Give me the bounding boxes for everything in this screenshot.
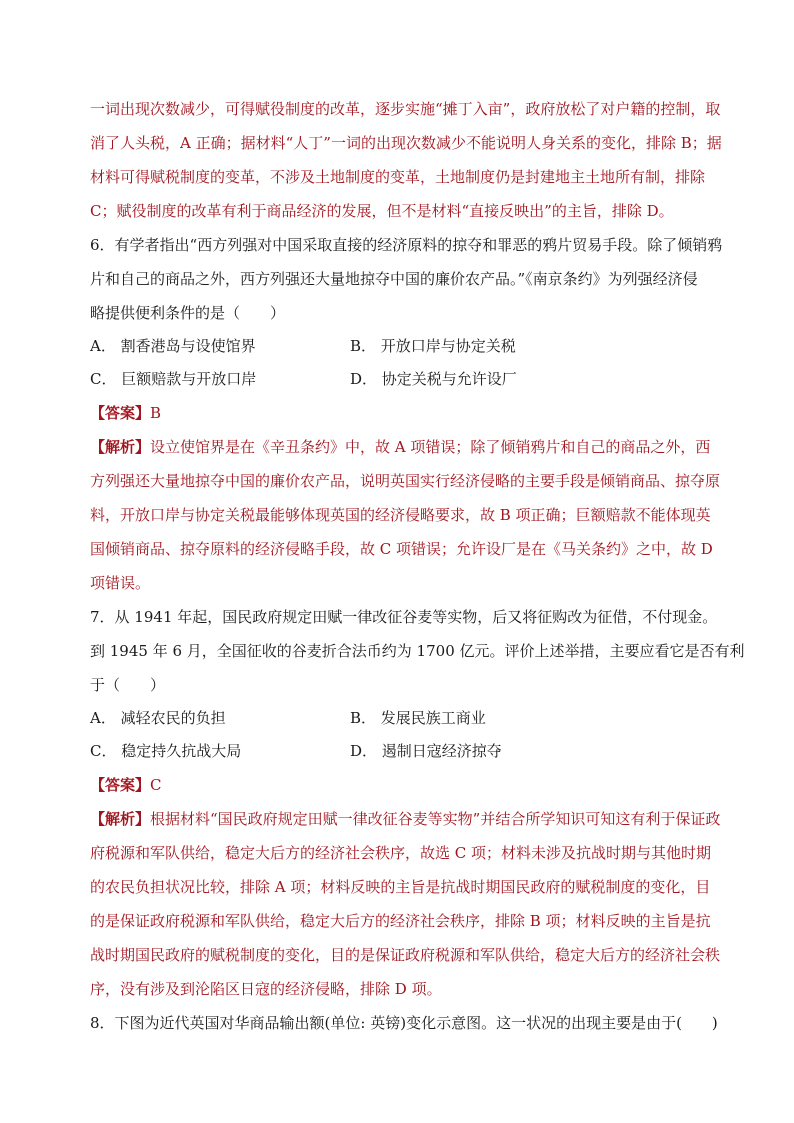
prev-explanation: [90, 92, 722, 228]
question-stem-line: 6．有学者指出“西方列强对中国采取直接的经济原料的掠夺和罪恶的鸦片贸易手段。除了倾销鸦: [90, 236, 723, 254]
question-stem-line: 片和自己的商品之外，西方列强还大量地掠夺中国的廉价农产品。”《南京条约》为列强经济侵: [90, 270, 698, 288]
answer-line: [90, 396, 708, 430]
option-c: C． 稳定持久抗战大局: [90, 742, 242, 760]
question-8: [90, 1006, 718, 1040]
option-d: D． 遏制日寇经济掠夺: [350, 742, 502, 760]
analysis-line: [90, 802, 721, 836]
question-stem-line: 于（ ）: [90, 676, 166, 694]
answer-line: [90, 768, 708, 802]
options-grid: [90, 702, 708, 768]
option-b: B． 发展民族工商业: [350, 709, 486, 727]
answer-tag: 【答案】: [90, 776, 151, 794]
question-stem-line: 略提供便利条件的是（ ）: [90, 304, 286, 322]
answer-value: C: [150, 776, 162, 794]
analysis-line: 府税源和军队供给，稳定大后方的经济社会秩序，故选 C 项；材料未涉及抗战时期与其他时期: [90, 844, 712, 862]
answer-tag: 【答案】: [90, 404, 151, 422]
analysis-line: 国倾销商品、掠夺原料的经济侵略手段，故 C 项错误；允许设厂是在《马关条约》之中，故 D: [90, 540, 713, 558]
option-a: A． 减轻农民的负担: [90, 709, 226, 727]
options-grid: [90, 330, 708, 396]
option-c: C． 巨额赔款与开放口岸: [90, 370, 257, 388]
question-6: [90, 228, 723, 600]
analysis-line: 序，没有涉及到沦陷区日寇的经济侵略，排除 D 项。: [90, 980, 442, 998]
question-stem-line: 到 1945 年 6 月，全国征收的谷麦折合法币约为 1700 亿元。评价上述举措，主要应看它是否有利: [90, 642, 745, 660]
analysis-line: 战时期国民政府的赋税制度的变化，目的是保证政府税源和军队供给，稳定大后方的经济社会秩: [90, 946, 721, 964]
analysis-tag: 【解析】: [90, 810, 151, 828]
question-7: [90, 600, 745, 1006]
text-line: 材料可得赋税制度的变革，不涉及土地制度的变革，土地制度仍是封建地主土地所有制，排除: [90, 168, 706, 186]
analysis-tag: 【解析】: [90, 438, 151, 456]
question-stem-line: 8．下图为近代英国对华商品输出额(单位: 英镑)变化示意图。这一状况的出现主要是由于( ): [90, 1014, 718, 1032]
analysis-line: 的是保证政府税源和军队供给，稳定大后方的经济社会秩序，排除 B 项；材料反映的主旨是抗: [90, 912, 711, 930]
answer-value: B: [150, 404, 162, 422]
analysis-line: 的农民负担状况比较，排除 A 项；材料反映的主旨是抗战时期国民政府的赋税制度的变化，目: [90, 878, 711, 896]
option-a: A． 割香港岛与设使馆界: [90, 337, 256, 355]
option-d: D． 协定关税与允许设厂: [350, 370, 517, 388]
question-stem-line: 7．从 1941 年起，国民政府规定田赋一律改征谷麦等实物，后又将征购改为征借，不付现金。: [90, 608, 718, 626]
analysis-line: 料，开放口岸与协定关税最能够体现英国的经济侵略要求，故 B 项正确；巨额赔款不能体现英: [90, 506, 711, 524]
text-line: 一词出现次数减少，可得赋役制度的改革，逐步实施“摊丁入亩”，政府放松了对户籍的控制，取: [90, 100, 721, 118]
analysis-line: [90, 430, 711, 464]
analysis-line: 方列强还大量地掠夺中国的廉价农产品，说明英国实行经济侵略的主要手段是倾销商品、掠夺原: [90, 472, 721, 490]
analysis-text: 根据材料“国民政府规定田赋一律改征谷麦等实物”并结合所学知识可知这有利于保证政: [150, 810, 721, 828]
text-line: C；赋役制度的改革有利于商品经济的发展，但不是材料“直接反映出”的主旨，排除 D。: [90, 202, 674, 220]
option-b: B． 开放口岸与协定关税: [350, 337, 516, 355]
analysis-text: 设立使馆界是在《辛丑条约》中，故 A 项错误；除了倾销鸦片和自己的商品之外，西: [150, 438, 711, 456]
analysis-line: 项错误。: [90, 574, 151, 592]
text-line: 消了人头税，A 正确；据材料“人丁”一词的出现次数减少不能说明人身关系的变化，排除 B；据: [90, 134, 722, 152]
